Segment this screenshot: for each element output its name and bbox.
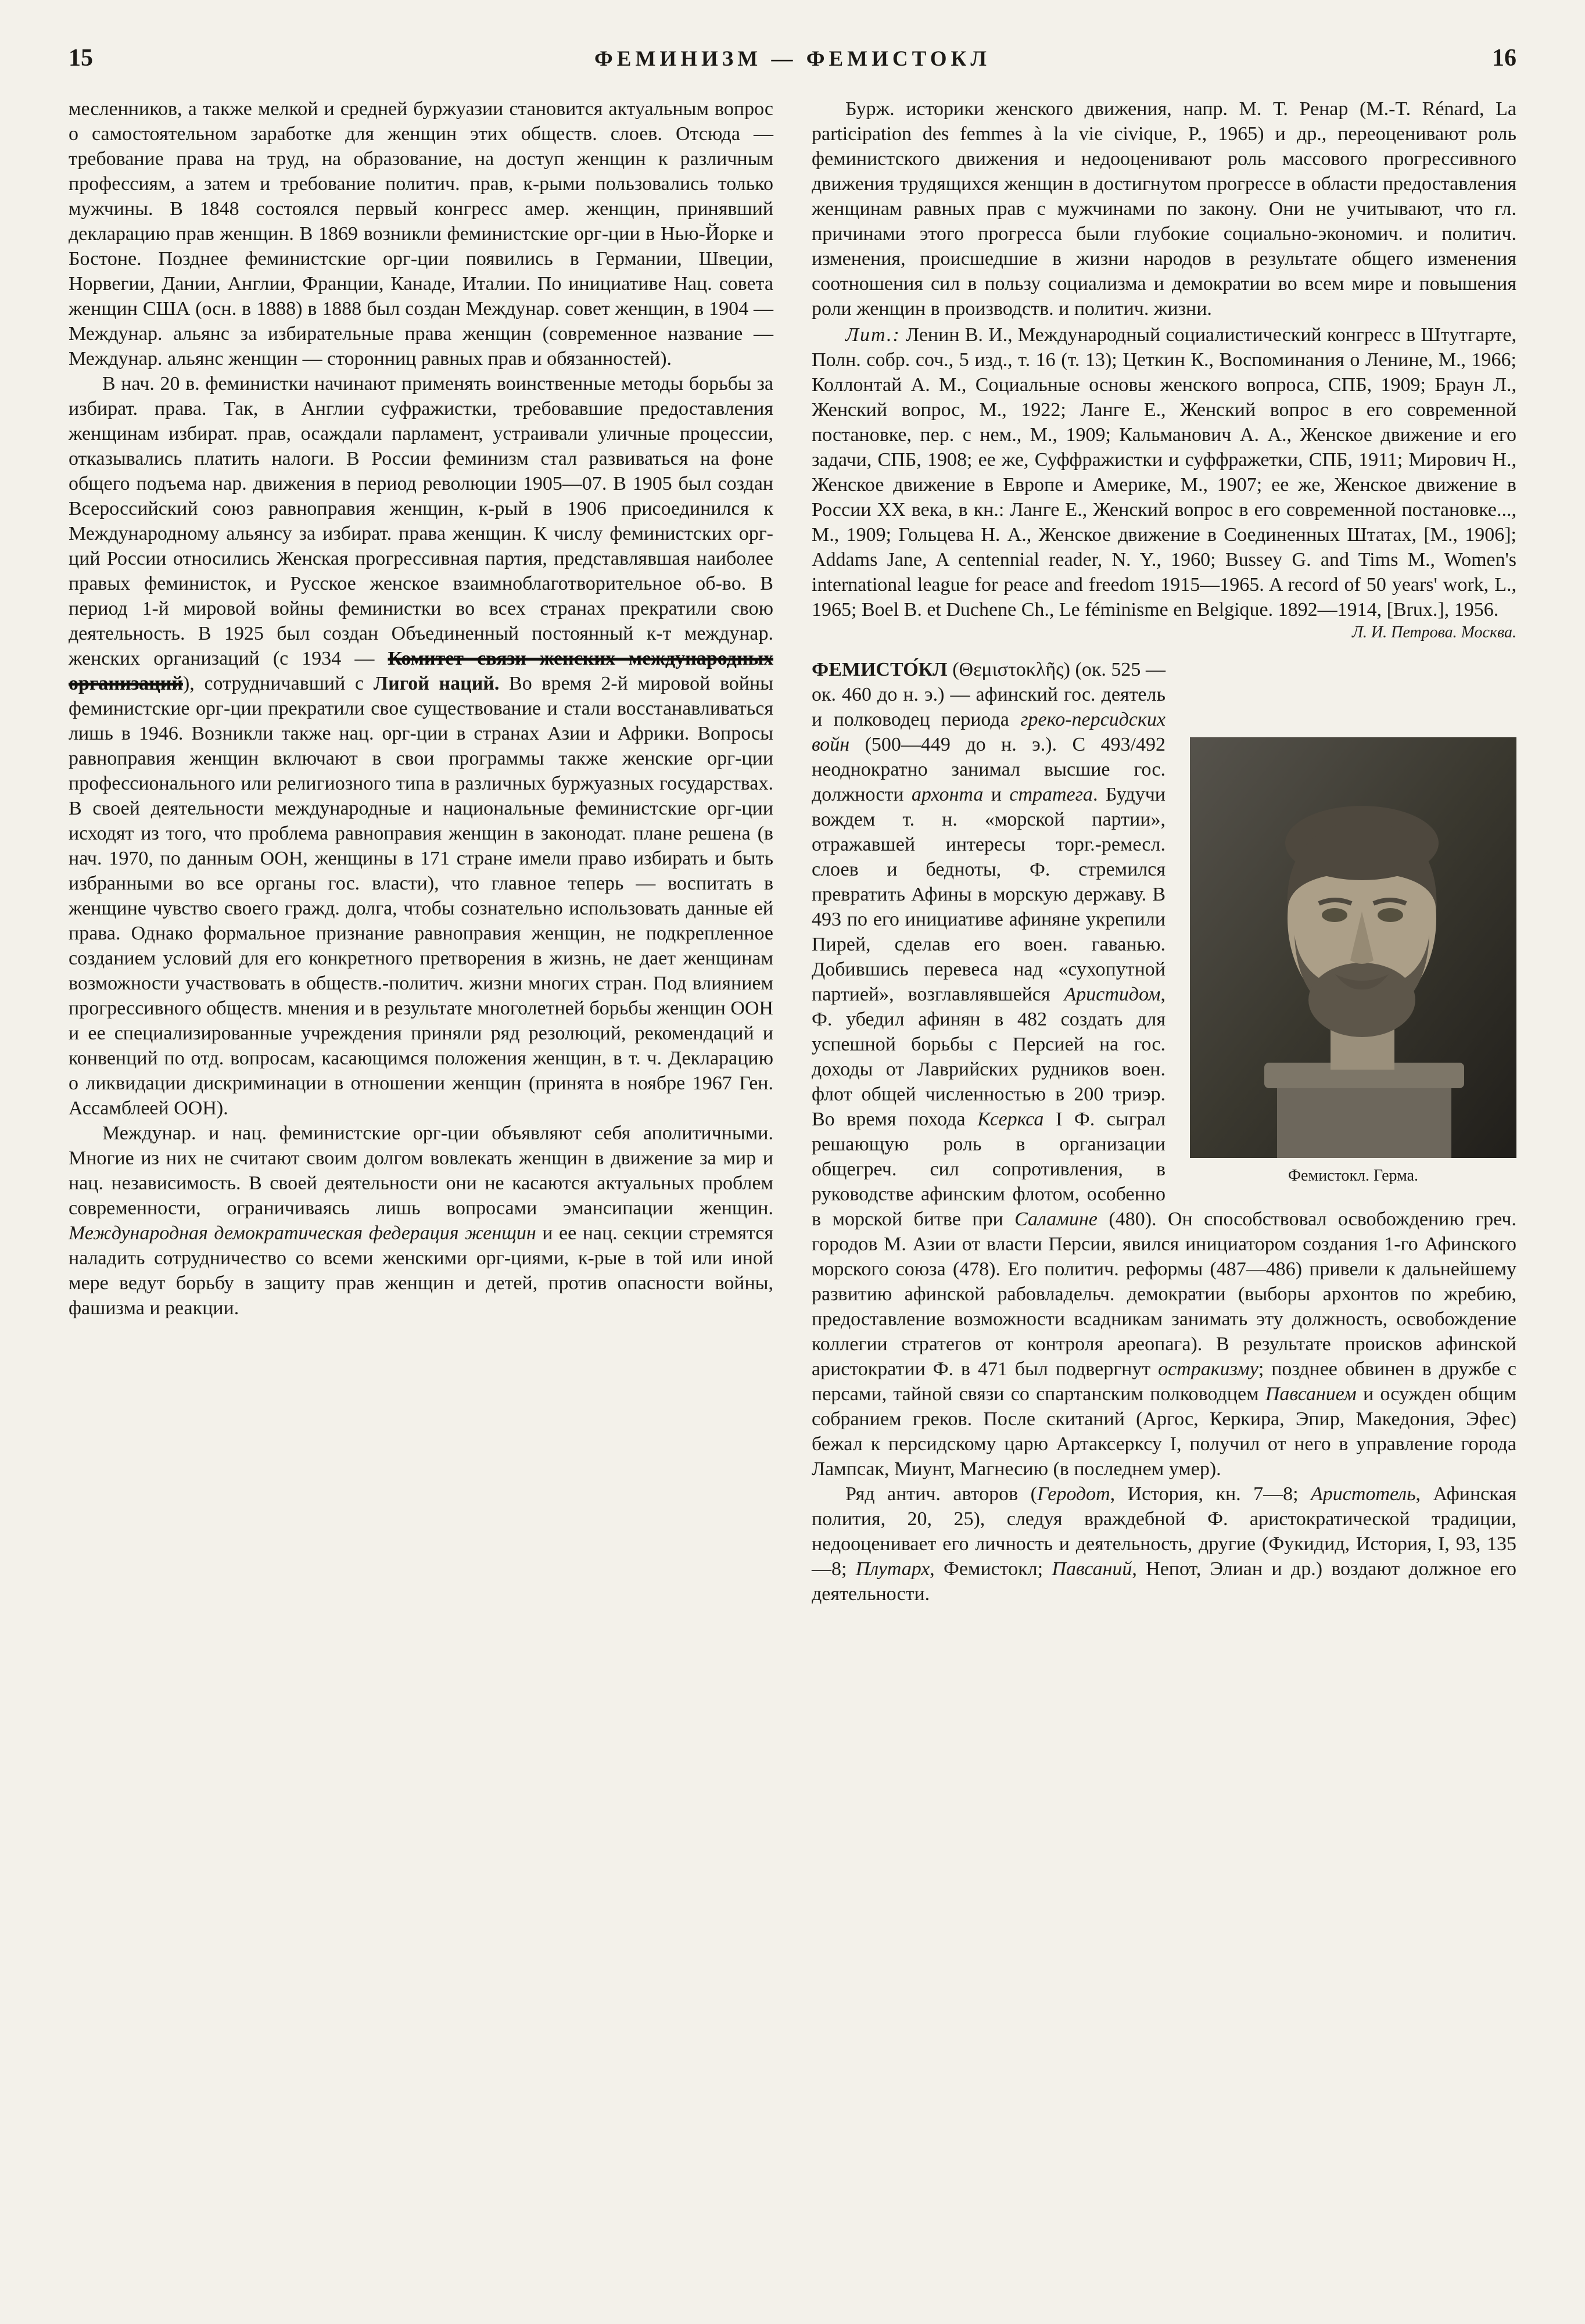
text-segment: Аристидом bbox=[1064, 984, 1161, 1005]
feminism-paragraph-suffragettes bbox=[69, 371, 773, 1121]
text-segment: Саламине bbox=[1014, 1208, 1098, 1230]
text-segment: ; позднее обвинен в дружбе с персами, тайной связи со спартанским полководцем bbox=[812, 1358, 1516, 1405]
text-segment: Ксеркса bbox=[977, 1109, 1044, 1130]
text-segment: стратега bbox=[1009, 784, 1093, 805]
text-segment: , История, кн. 7—8; bbox=[1110, 1483, 1311, 1505]
text-segment: и осужден общим собранием греков. После скитаний (Аргос, Керкира, Эпир, Македония, Эфес) бежал к персидскому царю Артаксерксу I, получил от него в управление города Лампсак, Миунт, Магнесию (в последнем умер). bbox=[812, 1383, 1516, 1480]
text-segment: греко-персидских войн bbox=[812, 709, 1166, 755]
page-header bbox=[0, 0, 1585, 72]
themistocles-herm-photo bbox=[1190, 737, 1516, 1158]
text-segment: (500—449 до н. э.). С 493/492 неоднократно занимал высшие гос. должности bbox=[812, 734, 1166, 805]
feminism-paragraph-continuation: месленников, а также мелкой и средней буржуазии становится актуальным вопрос о самостоятельном заработке для женщин этих обществ. слоев. Отсюда — требование права на труд, на образование, на доступ женщин к различным профессиям, а затем и требование политич. прав, к-рыми пользовались только мужчины. В 1848 состоялся первый конгресс амер. женщин, принявший декларацию прав женщин. В 1869 возникли феминистские орг-ции в Нью-Йорке и Бостоне. Позднее феминистские орг-ции появились в Германии, Швеции, Норвегии, Дании, Англии, Франции, Канаде, Италии. По инициативе Нац. совета женщин США (осн. в 1888) в 1888 был создан Междунар. совет женщин, в 1904 — Междунар. альянс за избирательные права женщин (современное название — Междунар. альянс женщин — сторонниц равных прав и обязанностей). bbox=[69, 98, 773, 370]
text-segment: остракизму bbox=[1158, 1358, 1258, 1380]
smudged-text: Комитет связи женских международных организаций bbox=[69, 648, 773, 694]
text-segment: Междунар. и нац. феминистские орг-ции объявляют себя аполитичными. Многие из них не считают своим долгом вовлекать женщин в движение за мир и нац. независимость. В своей деятельности они не касаются актуальных проблем современности, ограничиваясь лишь вопросами эмансипации женщин. bbox=[69, 1122, 773, 1219]
two-column-layout bbox=[0, 72, 1585, 1606]
literature-section bbox=[812, 322, 1516, 622]
text-segment: , Непот, Элиан и др.) воздают должное его деятельности. bbox=[812, 1558, 1516, 1605]
right-column bbox=[812, 96, 1516, 1606]
text-segment: Аристотель bbox=[1311, 1483, 1416, 1505]
themistocles-sources-paragraph bbox=[812, 1482, 1516, 1606]
text-segment: (480). Он способствовал освобождению греч. городов М. Азии от власти Персии, явился инициатором создания 1-го Афинского морского союза (478). Его политич. реформы (487—486) привели к дальнейшему развитию афинской рабовладельч. демократии (выборы архонтов по жребию, предоставление возможности всадникам занимать эту должность, освобождение коллегии стратегов от контроля ареопага). В результате происков афинской аристократии Ф. в 471 был подвергнут bbox=[812, 1208, 1516, 1380]
literature-label: Лит.: bbox=[845, 324, 901, 346]
text-segment: , Афинская полития, 20, 25), следуя враждебной Ф. аристократической традиции, недооценивает его личность и деятельность, другие (Фукидид, История, I, 93, 135—8; bbox=[812, 1483, 1516, 1580]
text-segment: Ряд антич. авторов ( bbox=[845, 1483, 1037, 1505]
feminism-paragraph-conclusion bbox=[69, 1121, 773, 1321]
page-number-right: 16 bbox=[1492, 45, 1516, 71]
page-header-title: ФЕМИНИЗМ — ФЕМИСТОКЛ bbox=[594, 47, 991, 71]
left-column bbox=[69, 96, 773, 1606]
text-segment: Плутарх bbox=[855, 1558, 930, 1580]
text-segment: Международная демократическая федерация женщин bbox=[69, 1222, 536, 1244]
literature-signature: Л. И. Петрова. Москва. bbox=[1351, 623, 1516, 641]
text-segment: , Ф. убедил афинян в 482 создать для успешной борьбы с Персией на гос. доходы от Лаврийских рудников воен. флот общей численностью в 200 триэр. Во время похода bbox=[812, 984, 1166, 1130]
text-segment: и ее нац. секции стремятся наладить сотрудничество со всеми женскими орг-циями, к-рые в той или иной мере ведут борьбу в защиту прав женщин и детей, против опасности войны, фашизма и реакции. bbox=[69, 1222, 774, 1319]
text-segment: (Θεμιστοκλῆς) (ок. 525 — ок. 460 до н. э.) — афинский гос. деятель и полководец периода bbox=[812, 659, 1166, 730]
text-segment: Геродот bbox=[1037, 1483, 1110, 1505]
text-segment: и bbox=[983, 784, 1010, 805]
text-segment: Павсаний bbox=[1052, 1558, 1132, 1580]
bourgeois-historians-paragraph: Бурж. историки женского движения, напр. М. Т. Ренар (M.-T. Rénard, La participation des femmes à la vie civique, P., 1965) и др., переоценивают роль феминистского движения и недооценивают роль массового прогрессивного движения трудящихся женщин в достигнутом прогрессе в области предоставления женщинам равных прав с мужчинами по закону. Они не учитывают, что гл. причинами этого прогресса были глубокие социально-экономич. и политич. изменения, происшедшие в жизни народов в результате общего изменения соотношения сил в пользу социализма и демократии во всем мире и повышения роли женщин в производств. и политич. жизни. bbox=[812, 98, 1516, 320]
text-segment: . Будучи вождем т. н. «морской партии», отражавшей интересы торг.-ремесл. слоев и бедноты, Ф. стремился превратить Афины в морскую державу. В 493 по его инициативе афиняне укрепили Пирей, сделав его воен. гаванью. Добившись перевеса над «сухопутной партией», возглавлявшейся bbox=[812, 784, 1166, 1005]
text-segment: Лигой наций. bbox=[373, 673, 500, 694]
text-segment: Во время 2-й мировой войны феминистские орг-ции прекратили свое существование и стали восстанавливаться лишь в 1946. Возникли также нац. орг-ции в странах Азии и Африки. Вопросы равноправия женщин включают в свои программы также женские орг-ции профессионального или религиозного типа в различных буржуазных государствах. В своей деятельности международные и национальные феминистские орг-ции исходят из того, что проблема равноправия женщин в законодат. плане решена (в нач. 1970, по данным ООН, женщины в 171 стране имели право избирать и быть избранными во все органы гос. власти), что главное теперь — воспитать в женщине чувство своего гражд. долга, чтобы сознательно использовать данные ей права. Однако формальное признание равноправия женщин, не подкрепленное созданием условий для его конкретного претворения в жизнь, не дает женщинам возможности участвовать в обществ.-политич. жизни многих стран. Под влиянием прогрессивного обществ. мнения и в результате многолетней борьбы женщин ООН и ее специализированные учреждения приняли ряд резолюций, рекомендаций и конвенций по отд. вопросам, касающимся положения женщин, в т. ч. Декларацию о ликвидации дискриминации в отношении женщин (принята в ноябре 1967 Ген. Ассамблеей ООН). bbox=[69, 673, 774, 1119]
text-segment: В нач. 20 в. феминистки начинают применять воинственные методы борьбы за избират. права. Так, в Англии суфражистки, требовавшие предоставления женщинам избират. прав, осаждали парламент, устраивали уличные процессии, отказывались платить налоги. В России феминизм стал развиваться на фоне общего подъема нар. движения в период революции 1905—07. В 1905 был создан Всероссийский союз равноправия женщин, к-рый в 1906 присоединился к Международному альянсу за избират. права женщин. К числу феминистских орг-ций России относились Женская прогрессивная партия, представлявшая наиболее правых феминисток, и Русское женское взаимноблаготворительное об-во. В период 1-й мировой войны феминистки во всех странах прекратили свою деятельность. В 1925 был создан Объединенный постоянный к-т междунар. женских организаций (с 1934 — bbox=[69, 373, 773, 669]
literature-references: Ленин В. И., Международный социалистический конгресс в Штутгарте, Полн. собр. соч., 5 изд., т. 16 (т. 13); Цеткин К., Воспоминания о Ленине, М., 1966; Коллонтай А. М., Социальные основы женского вопроса, СПБ, 1909; Браун Л., Женский вопрос, М., 1922; Ланге Е., Женский вопрос в его современной постановке, пер. с нем., М., 1909; Кальманович А. А., Женское движение и его задачи, СПБ, 1908; ее же, Суффражистки и суффражетки, СПБ, 1911; Мирович Н., Женское движение в Европе и Америке, М., 1907; ее же, Женское движение в России XX века, в кн.: Ланге Е., Женский вопрос в его современной постановке..., М., 1909; Гольцева Н. А., Женское движение в Соединенных Штатах, [М., 1906]; Addams Jane, A centennial reader, N. Y., 1960; Bussey G. and Tims M., Women's international league for peace and freedom 1915—1965. A record of 50 years' work, L., 1965; Boel B. et Duchene Ch., Le féminisme en Belgique. 1892—1914, [Brux.], 1956. bbox=[812, 324, 1516, 621]
text-segment: Павсанием bbox=[1265, 1383, 1357, 1405]
text-segment: I Ф. сыграл решающую роль в организации общегреч. сил сопротивления, в руководстве афинским флотом, особенно в морской битве при bbox=[812, 1109, 1166, 1230]
article-themistocles bbox=[812, 657, 1516, 1606]
text-segment: архонта bbox=[911, 784, 984, 805]
figure-caption: Фемистокл. Герма. bbox=[1288, 1167, 1419, 1185]
text-segment: , Фемистокл; bbox=[930, 1558, 1052, 1580]
page-number-left: 15 bbox=[69, 45, 93, 71]
text-segment: ), сотрудничавший с bbox=[182, 673, 374, 694]
article-headword: ФЕМИСТО́КЛ bbox=[812, 659, 948, 680]
themistocles-figure bbox=[1190, 737, 1516, 1186]
